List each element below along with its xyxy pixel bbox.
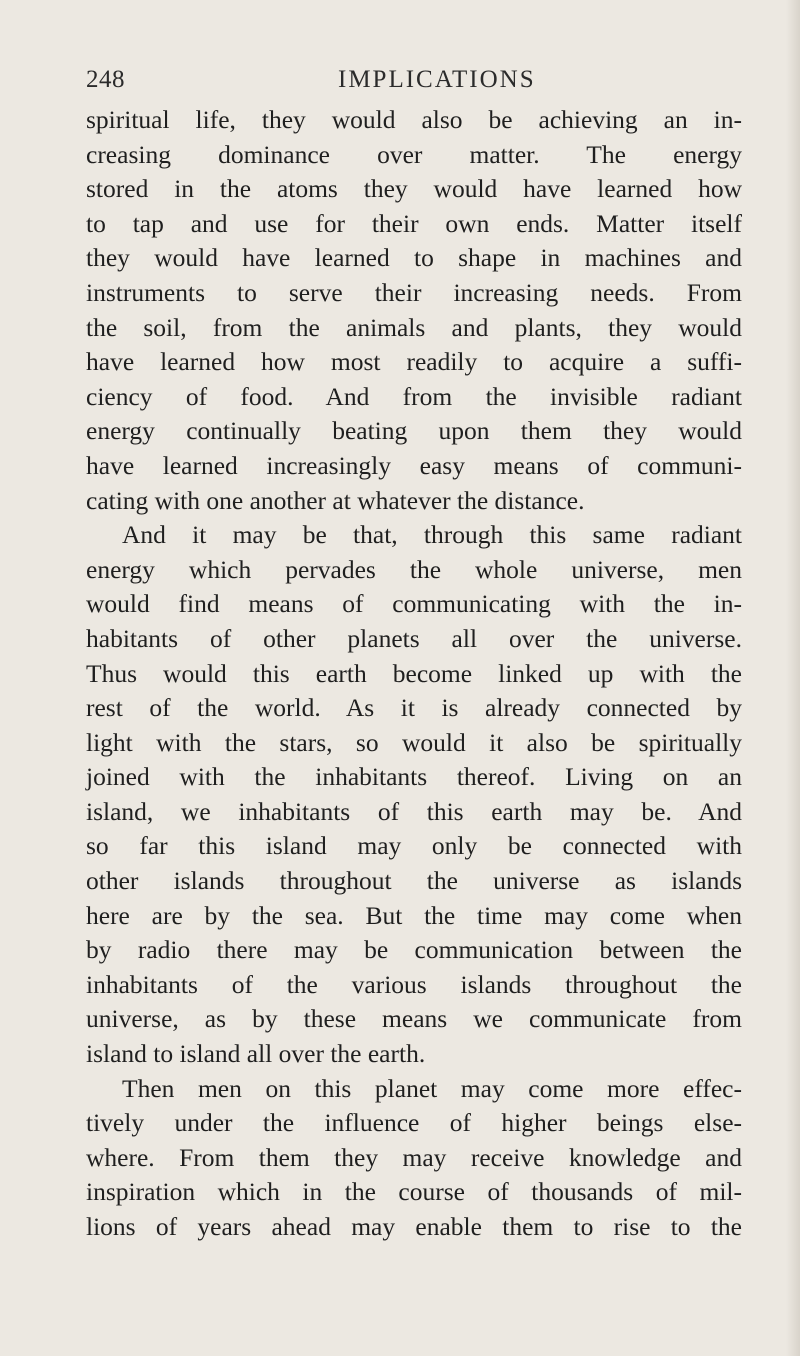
text-line: universe, as by these means we communicate from bbox=[86, 1004, 742, 1034]
page-header bbox=[86, 66, 742, 100]
page-edge-shadow bbox=[786, 0, 800, 1356]
text-line: would find means of communicating with the in- bbox=[86, 589, 742, 619]
text-line: stored in the atoms they would have learned how bbox=[86, 174, 742, 204]
text-line: cating with one another at whatever the distance. bbox=[86, 485, 585, 515]
text-line: tively under the influence of higher beings else- bbox=[86, 1108, 742, 1138]
text-line: energy which pervades the whole universe, men bbox=[86, 554, 742, 584]
text-line: Thus would this earth become linked up with the bbox=[86, 658, 742, 688]
text-line: inspiration which in the course of thousands of mil- bbox=[86, 1177, 742, 1207]
text-line: ciency of food. And from the invisible radiant bbox=[86, 381, 742, 411]
text-line: rest of the world. As it is already connected by bbox=[86, 693, 742, 723]
text-line: spiritual life, they would also be achieving an in- bbox=[86, 105, 742, 134]
text-line: other islands throughout the universe as islands bbox=[86, 866, 742, 896]
running-head: IMPLICATIONS bbox=[338, 66, 536, 93]
text-line: here are by the sea. But the time may come when bbox=[86, 900, 742, 930]
text-line: And it may be that, through this same radiant bbox=[122, 520, 742, 550]
body-text bbox=[86, 103, 742, 1245]
text-line: lions of years ahead may enable them to rise to the bbox=[86, 1212, 742, 1241]
text-line: energy continually beating upon them they would bbox=[86, 416, 742, 446]
text-line: light with the stars, so would it also be spiritually bbox=[86, 727, 742, 757]
text-line: joined with the inhabitants thereof. Living on an bbox=[86, 762, 742, 792]
text-line: inhabitants of the various islands throughout the bbox=[86, 969, 742, 999]
text-line: by radio there may be communication between the bbox=[86, 935, 742, 965]
page-number: 248 bbox=[86, 66, 125, 93]
text-line: Then men on this planet may come more effec- bbox=[122, 1073, 742, 1103]
text-line: they would have learned to shape in machines and bbox=[86, 243, 742, 273]
text-line: island, we inhabitants of this earth may be. And bbox=[86, 796, 742, 826]
text-line: so far this island may only be connected with bbox=[86, 831, 742, 861]
text-line: creasing dominance over matter. The energy bbox=[86, 139, 742, 169]
text-line: where. From them they may receive knowledge and bbox=[86, 1142, 742, 1172]
text-line: the soil, from the animals and plants, they would bbox=[86, 312, 742, 342]
text-line: island to island all over the earth. bbox=[86, 1039, 426, 1069]
text-line: habitants of other planets all over the universe. bbox=[86, 623, 742, 653]
text-line: instruments to serve their increasing needs. From bbox=[86, 277, 742, 307]
text-line: have learned increasingly easy means of communi- bbox=[86, 450, 742, 480]
text-line: have learned how most readily to acquire a suffi- bbox=[86, 347, 742, 377]
text-line: to tap and use for their own ends. Matter itself bbox=[86, 208, 742, 238]
